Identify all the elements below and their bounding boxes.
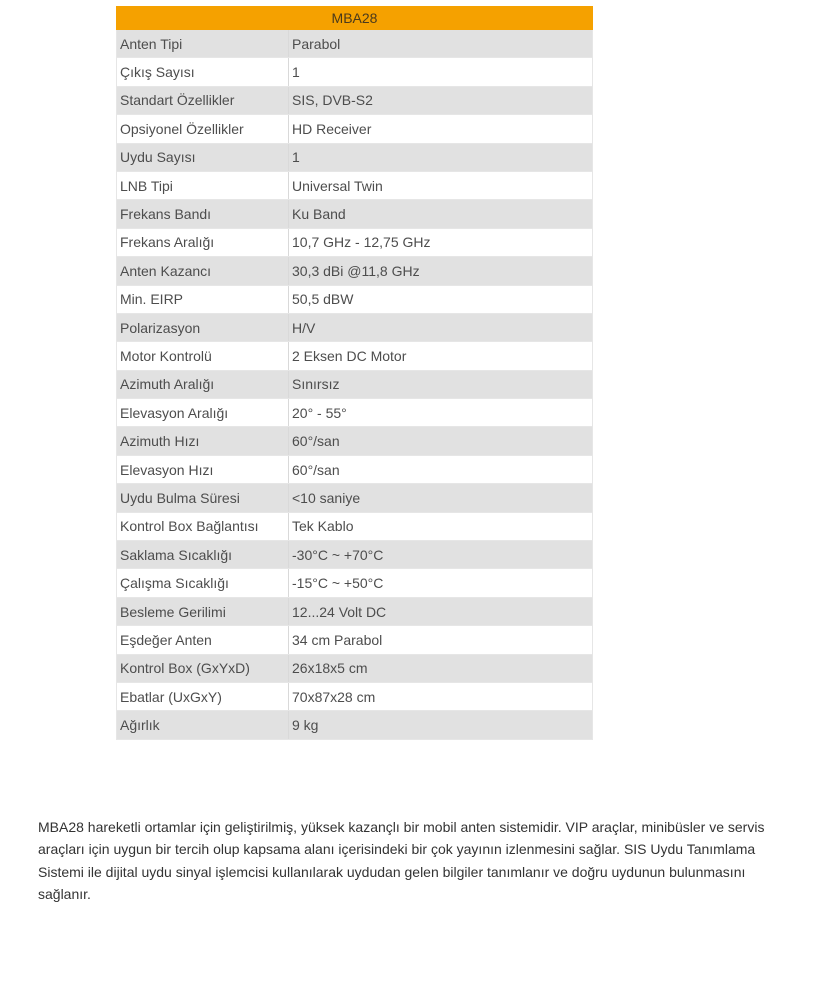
spec-value: 1	[289, 143, 593, 171]
spec-row	[117, 569, 593, 597]
spec-label: Kontrol Box (GxYxD)	[117, 654, 289, 682]
spec-row	[117, 285, 593, 313]
spec-label: Azimuth Hızı	[117, 427, 289, 455]
spec-value: 26x18x5 cm	[289, 654, 593, 682]
spec-value: -30°C ~ +70°C	[289, 541, 593, 569]
spec-value: SIS, DVB-S2	[289, 86, 593, 114]
spec-row	[117, 455, 593, 483]
spec-value: <10 saniye	[289, 484, 593, 512]
spec-label: Frekans Bandı	[117, 200, 289, 228]
spec-label: Elevasyon Aralığı	[117, 399, 289, 427]
spec-value: 70x87x28 cm	[289, 682, 593, 710]
spec-value: 2 Eksen DC Motor	[289, 342, 593, 370]
spec-label: Opsiyonel Özellikler	[117, 115, 289, 143]
spec-row	[117, 597, 593, 625]
spec-value: Sınırsız	[289, 370, 593, 398]
spec-row	[117, 257, 593, 285]
spec-table-header-row	[117, 7, 593, 30]
spec-value: 34 cm Parabol	[289, 626, 593, 654]
spec-row	[117, 682, 593, 710]
spec-row	[117, 86, 593, 114]
spec-value: 60°/san	[289, 427, 593, 455]
spec-value: 9 kg	[289, 711, 593, 739]
spec-row	[117, 200, 593, 228]
spec-label: Uydu Sayısı	[117, 143, 289, 171]
spec-label: Uydu Bulma Süresi	[117, 484, 289, 512]
spec-row	[117, 30, 593, 58]
spec-value: 30,3 dBi @11,8 GHz	[289, 257, 593, 285]
spec-value: 60°/san	[289, 455, 593, 483]
spec-table-body	[117, 30, 593, 740]
product-description: MBA28 hareketli ortamlar için geliştirilmiş, yüksek kazançlı bir mobil anten sistemidir. VIP araçlar, minibüsler ve servis araçları için uygun bir tercih olup kapsama alanı içerisindeki bir çok yayının izlenmesini sağlar. SIS Uydu Tanımlama Sistemi ile dijital uydu sinyal işlemcisi kullanılarak uydudan gelen bilgiler tanımlanır ve doğru uydunun bulunmasını sağlanır.	[38, 819, 765, 903]
spec-value: Tek Kablo	[289, 512, 593, 540]
spec-value: Parabol	[289, 30, 593, 58]
spec-row	[117, 484, 593, 512]
spec-label: Anten Tipi	[117, 30, 289, 58]
spec-row	[117, 115, 593, 143]
spec-table-title: MBA28	[117, 7, 593, 30]
spec-label: Eşdeğer Anten	[117, 626, 289, 654]
spec-value: HD Receiver	[289, 115, 593, 143]
spec-label: Min. EIRP	[117, 285, 289, 313]
spec-label: LNB Tipi	[117, 171, 289, 199]
spec-row	[117, 313, 593, 341]
spec-label: Standart Özellikler	[117, 86, 289, 114]
spec-row	[117, 370, 593, 398]
spec-row	[117, 711, 593, 739]
spec-value: 1	[289, 58, 593, 86]
spec-row	[117, 171, 593, 199]
spec-label: Elevasyon Hızı	[117, 455, 289, 483]
spec-row	[117, 654, 593, 682]
spec-label: Anten Kazancı	[117, 257, 289, 285]
spec-row	[117, 143, 593, 171]
spec-table	[116, 6, 593, 740]
spec-row	[117, 58, 593, 86]
spec-row	[117, 228, 593, 256]
spec-label: Çalışma Sıcaklığı	[117, 569, 289, 597]
spec-value: 50,5 dBW	[289, 285, 593, 313]
spec-value: 12...24 Volt DC	[289, 597, 593, 625]
spec-value: 10,7 GHz - 12,75 GHz	[289, 228, 593, 256]
spec-label: Ağırlık	[117, 711, 289, 739]
spec-row	[117, 399, 593, 427]
spec-value: H/V	[289, 313, 593, 341]
spec-row	[117, 541, 593, 569]
spec-label: Saklama Sıcaklığı	[117, 541, 289, 569]
spec-row	[117, 626, 593, 654]
spec-value: Ku Band	[289, 200, 593, 228]
spec-label: Kontrol Box Bağlantısı	[117, 512, 289, 540]
spec-value: 20° - 55°	[289, 399, 593, 427]
spec-label: Polarizasyon	[117, 313, 289, 341]
spec-row	[117, 427, 593, 455]
spec-label: Azimuth Aralığı	[117, 370, 289, 398]
spec-label: Frekans Aralığı	[117, 228, 289, 256]
spec-value: -15°C ~ +50°C	[289, 569, 593, 597]
spec-label: Ebatlar (UxGxY)	[117, 682, 289, 710]
spec-value: Universal Twin	[289, 171, 593, 199]
spec-row	[117, 342, 593, 370]
spec-label: Çıkış Sayısı	[117, 58, 289, 86]
spec-label: Besleme Gerilimi	[117, 597, 289, 625]
spec-row	[117, 512, 593, 540]
spec-label: Motor Kontrolü	[117, 342, 289, 370]
